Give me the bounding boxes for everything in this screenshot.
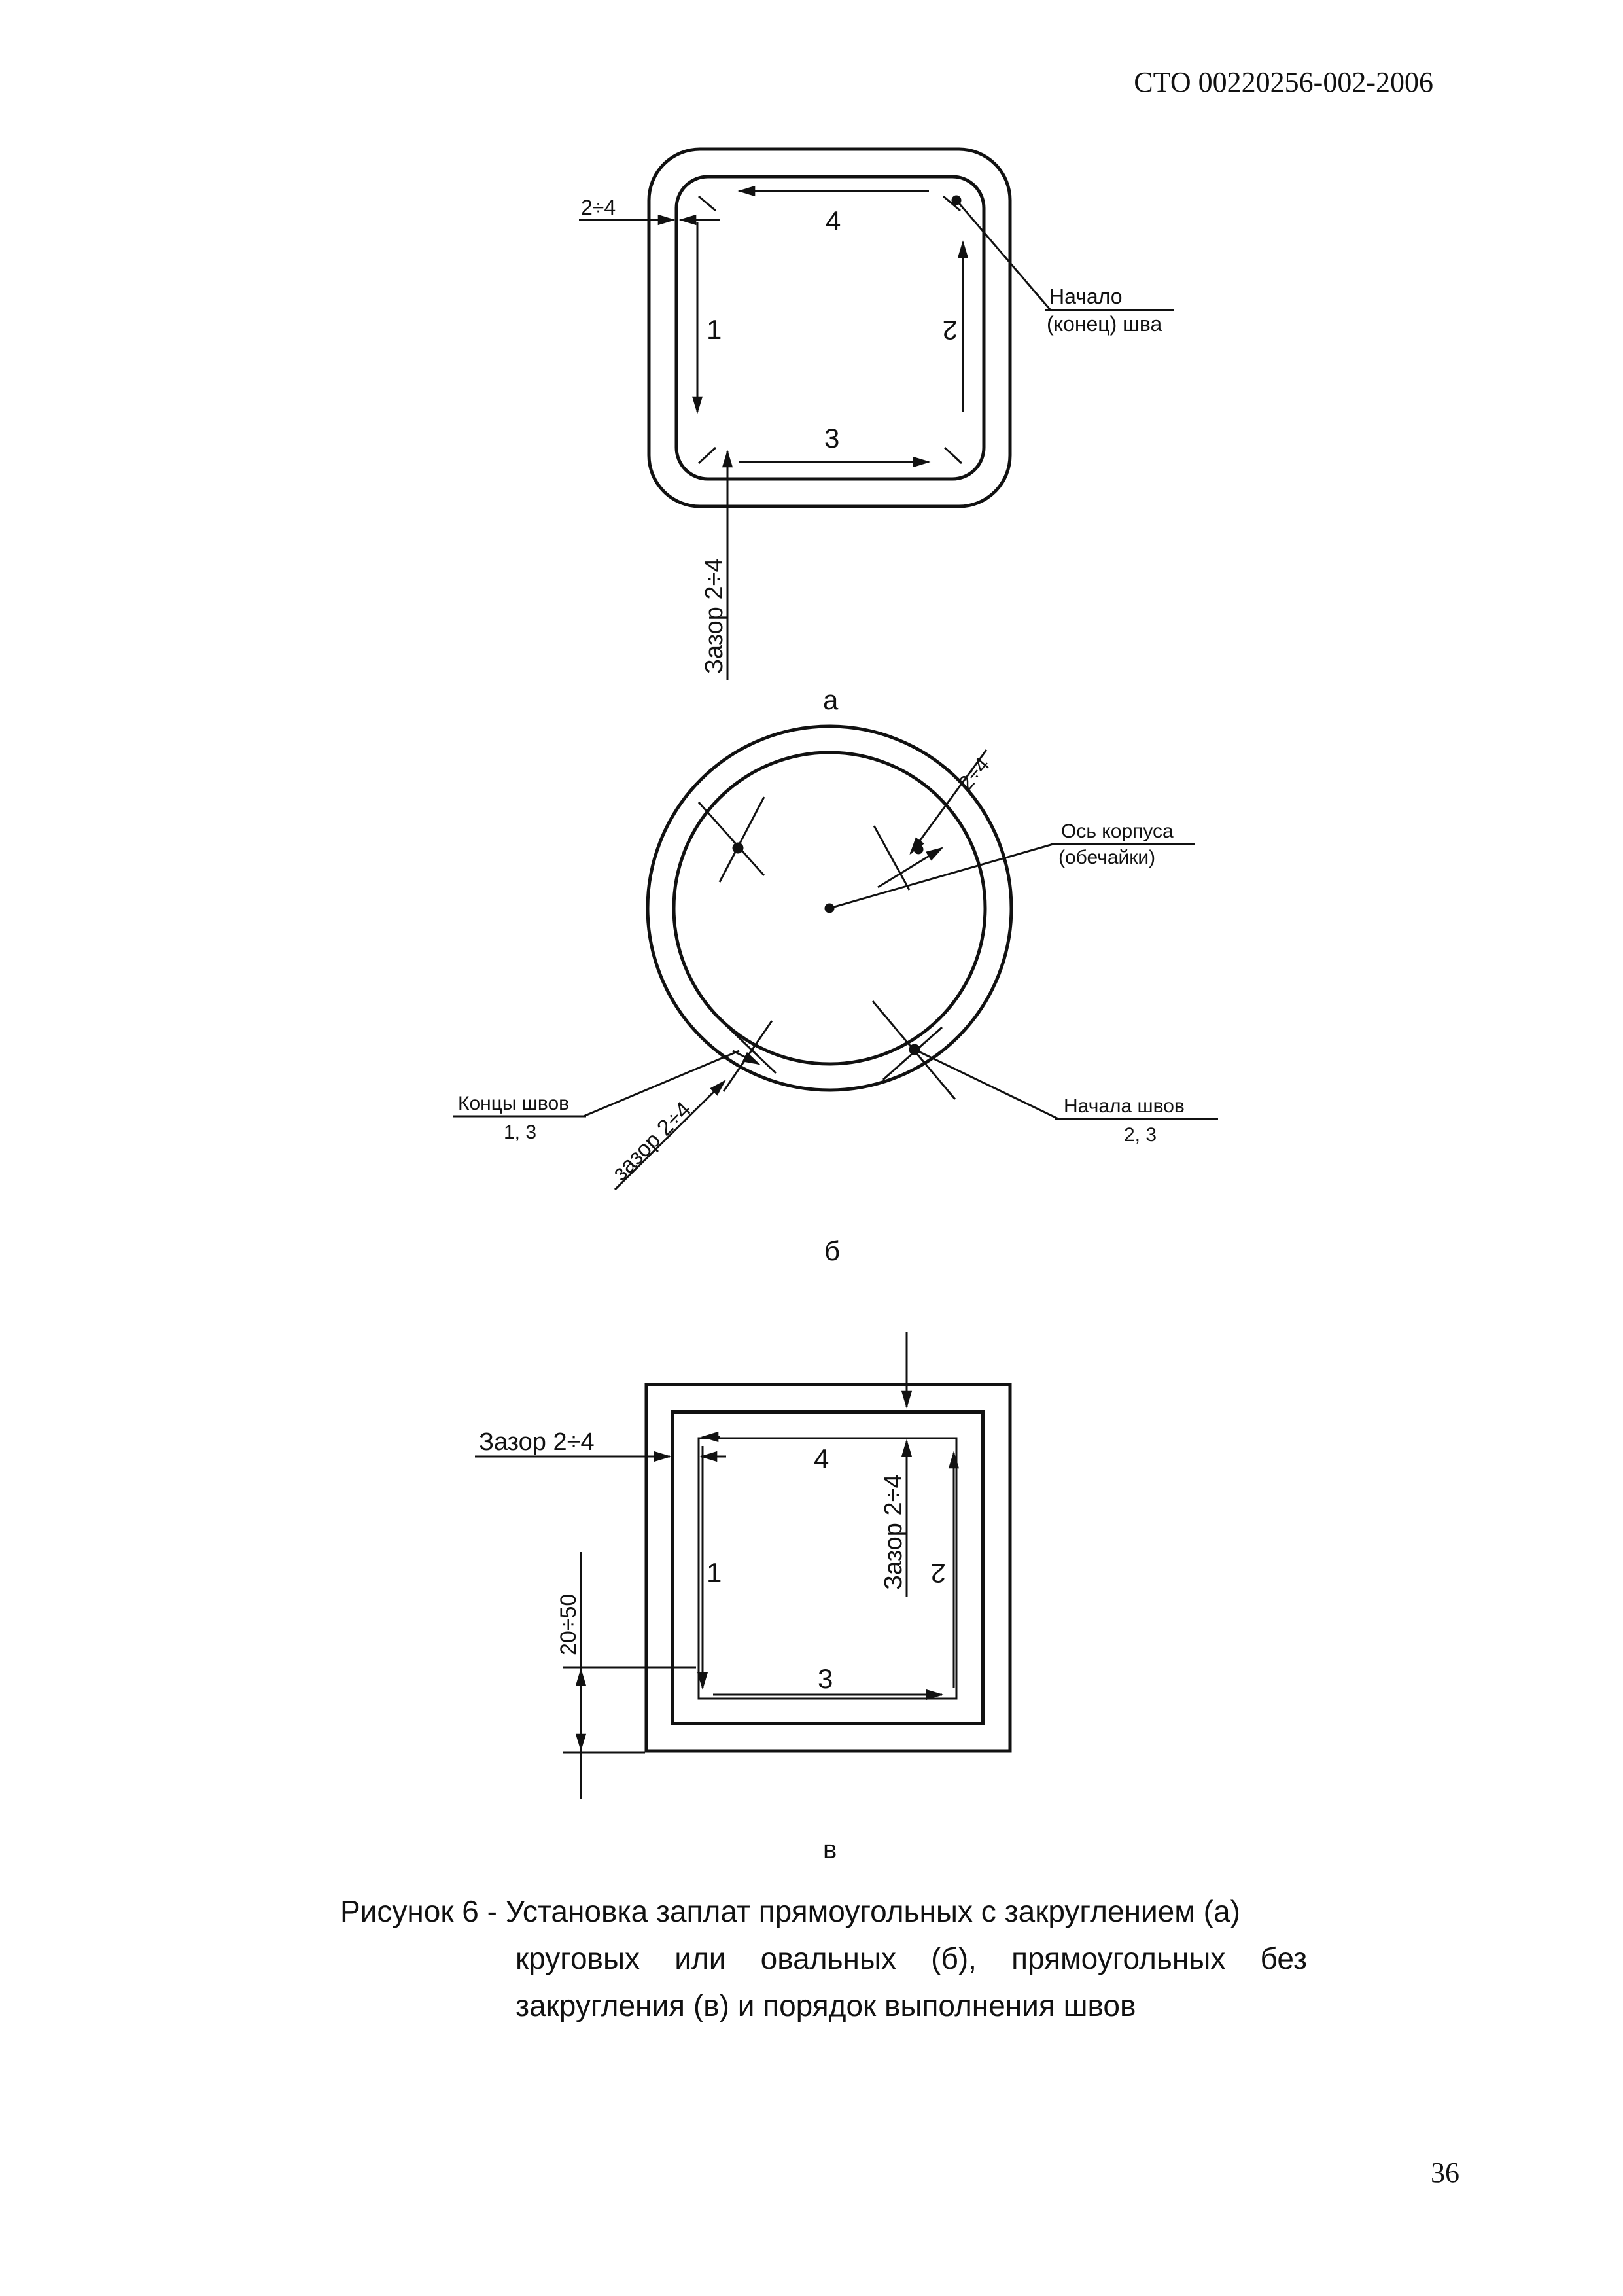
starts-label-line1: Начала швов bbox=[1064, 1095, 1185, 1117]
caption-line-3: закругления (в) и порядок выполнения швов bbox=[515, 1988, 1136, 2022]
caption-line-2: круговых или овальных (б), прямоугольных без bbox=[515, 1941, 1307, 1975]
ends-label-line1: Концы швов bbox=[458, 1093, 570, 1114]
seam-1-label: 1 bbox=[707, 1557, 722, 1588]
axis-label-line2: (обечайки) bbox=[1058, 847, 1156, 868]
document-code: СТО 00220256-002-2006 bbox=[1134, 66, 1433, 98]
corner-tick bbox=[699, 448, 716, 463]
gap-diag-label: зазор 2÷4 bbox=[607, 1097, 696, 1186]
page-number: 36 bbox=[1431, 2157, 1459, 2189]
gap-vertical-label: Зазор 2÷4 bbox=[880, 1474, 907, 1590]
figure-a-rounded-patch bbox=[579, 149, 1174, 680]
axis-label-line1: Ось корпуса bbox=[1061, 821, 1174, 842]
caption-line-1: Рисунок 6 - Установка заплат прямоугольных с закруглением (а) bbox=[340, 1894, 1240, 1928]
dim-vertical-label: 20÷50 bbox=[556, 1593, 581, 1655]
corner-tick bbox=[945, 448, 962, 463]
figure-b-sublabel: б bbox=[824, 1235, 841, 1266]
axis-leader bbox=[829, 844, 1053, 908]
inner-square bbox=[699, 1438, 956, 1699]
seam-3-label: 3 bbox=[824, 423, 840, 453]
start-label-line2: (конец) шва bbox=[1047, 312, 1162, 336]
seam-mark bbox=[724, 1021, 772, 1091]
corner-tick bbox=[699, 196, 716, 211]
ends-label-line2: 1, 3 bbox=[504, 1122, 537, 1143]
seam-3-label: 3 bbox=[818, 1663, 833, 1694]
seam-mark bbox=[713, 1013, 776, 1073]
figure-c-square-patch bbox=[475, 1332, 1010, 1799]
figure-a-sublabel: а bbox=[823, 684, 839, 715]
seam-mark bbox=[878, 848, 942, 887]
gap-bottom-label: Зазор 2÷4 bbox=[701, 558, 728, 674]
start-leader bbox=[956, 200, 1051, 310]
seam-2-label: 2 bbox=[930, 1558, 946, 1589]
figure-b-round-patch bbox=[453, 726, 1218, 1190]
seam-2-label: 2 bbox=[942, 315, 958, 345]
seam-4-label: 4 bbox=[814, 1443, 829, 1474]
figure-c-sublabel: в bbox=[823, 1835, 837, 1864]
ends-leader bbox=[584, 1051, 739, 1116]
seam-4-label: 4 bbox=[826, 205, 841, 236]
gap-left-label: Зазор 2÷4 bbox=[479, 1428, 595, 1456]
starts-leader bbox=[915, 1050, 1058, 1119]
start-label-line1: Начало bbox=[1049, 285, 1123, 308]
seam-mark bbox=[874, 826, 909, 890]
figure-caption bbox=[340, 1888, 1321, 2029]
starts-label-line2: 2, 3 bbox=[1124, 1124, 1157, 1146]
gap-top-label: 2÷4 bbox=[581, 196, 616, 219]
seam-mark bbox=[699, 802, 764, 875]
seam-point bbox=[733, 843, 743, 853]
gap-top-label: 2÷4 bbox=[953, 752, 994, 795]
seam-1-label: 1 bbox=[707, 314, 722, 345]
